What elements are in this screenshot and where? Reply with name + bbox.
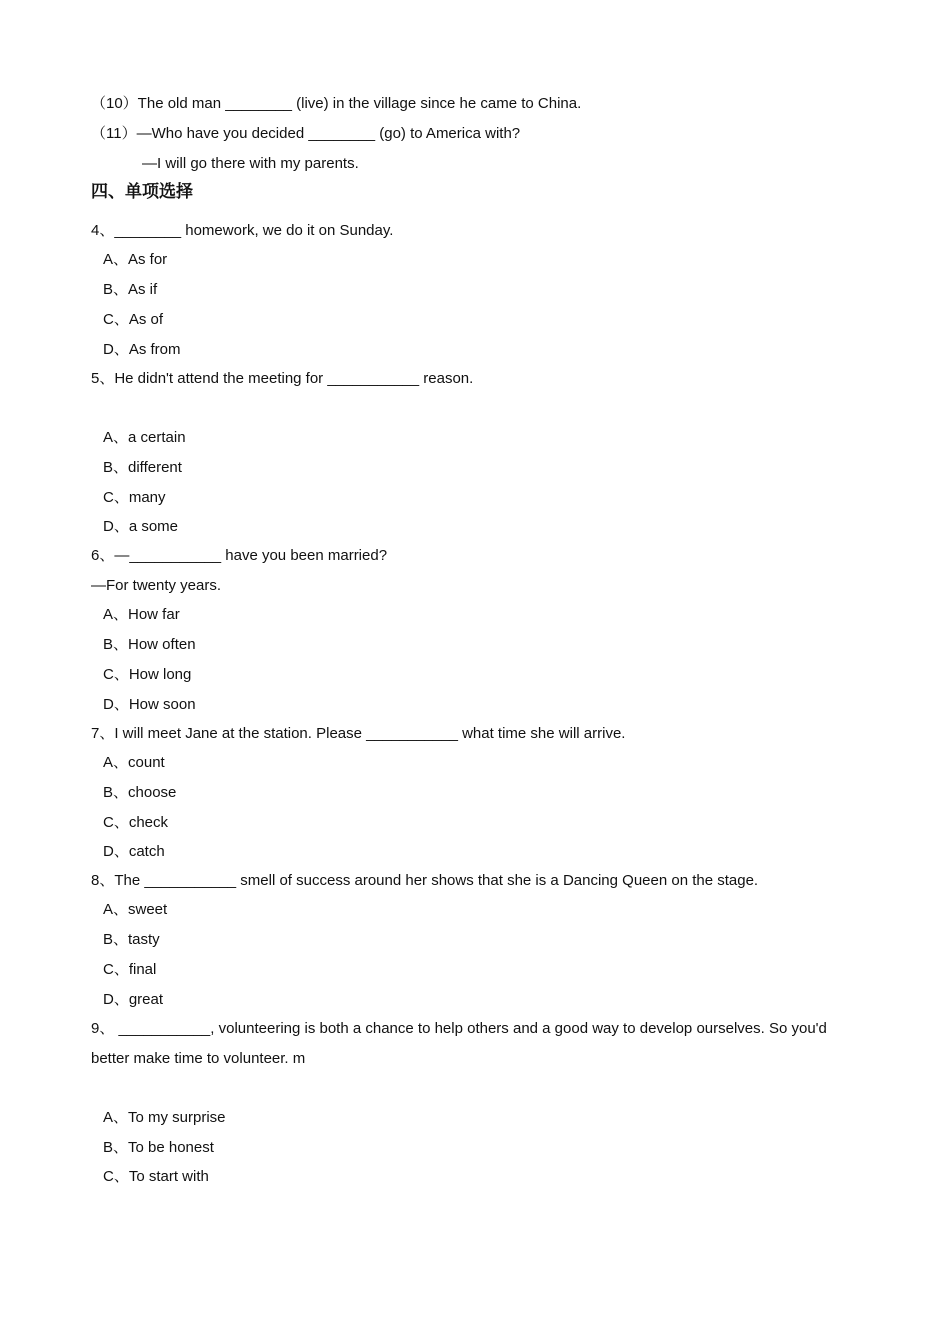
option-d[interactable]: D、catch bbox=[103, 843, 165, 860]
option-b[interactable]: B、choose bbox=[103, 784, 177, 801]
option-c[interactable]: C、final bbox=[103, 961, 157, 978]
option-b[interactable]: B、different bbox=[103, 459, 182, 476]
question-10-text: （10）The old man ________ (live) in the village since he came to China. bbox=[91, 95, 582, 112]
option-b[interactable]: B、tasty bbox=[103, 931, 160, 948]
option-a[interactable]: A、How far bbox=[103, 606, 180, 623]
option-a[interactable]: A、a certain bbox=[103, 429, 186, 446]
option-d[interactable]: D、As from bbox=[103, 341, 181, 358]
question-stem: 5、He didn't attend the meeting for ___________ reason. bbox=[91, 370, 474, 387]
question-stem: 6、—___________ have you been married? bbox=[91, 547, 388, 564]
option-d[interactable]: D、How soon bbox=[103, 696, 196, 713]
option-c[interactable]: C、To start with bbox=[103, 1168, 209, 1185]
option-a[interactable]: A、sweet bbox=[103, 901, 168, 918]
question-stem-continued: better make time to volunteer. m bbox=[91, 1050, 306, 1067]
question-stem: 8、The ___________ smell of success around her shows that she is a Dancing Queen on the stage. bbox=[91, 872, 759, 889]
option-d[interactable]: D、a some bbox=[103, 518, 179, 535]
question-11-text: （11）—Who have you decided ________ (go) to America with? bbox=[91, 125, 521, 142]
option-c[interactable]: C、How long bbox=[103, 666, 192, 683]
question-stem: 9、 ___________, volunteering is both a chance to help others and a good way to develop ourselves. So you'd bbox=[91, 1020, 827, 1037]
option-c[interactable]: C、As of bbox=[103, 311, 164, 328]
option-a[interactable]: A、As for bbox=[103, 251, 168, 268]
question-stem-response: —For twenty years. bbox=[91, 577, 222, 594]
option-c[interactable]: C、many bbox=[103, 489, 166, 506]
option-a[interactable]: A、count bbox=[103, 754, 165, 771]
question-stem: 4、________ homework, we do it on Sunday. bbox=[91, 222, 394, 239]
option-c[interactable]: C、check bbox=[103, 814, 169, 831]
option-b[interactable]: B、As if bbox=[103, 281, 158, 298]
question-11-response: —I will go there with my parents. bbox=[142, 155, 359, 172]
section-heading: 四、单项选择 bbox=[91, 182, 193, 202]
option-b[interactable]: B、How often bbox=[103, 636, 196, 653]
option-b[interactable]: B、To be honest bbox=[103, 1139, 214, 1156]
option-a[interactable]: A、To my surprise bbox=[103, 1109, 226, 1126]
question-stem: 7、I will meet Jane at the station. Please ___________ what time she will arrive. bbox=[91, 725, 626, 742]
option-d[interactable]: D、great bbox=[103, 991, 164, 1008]
